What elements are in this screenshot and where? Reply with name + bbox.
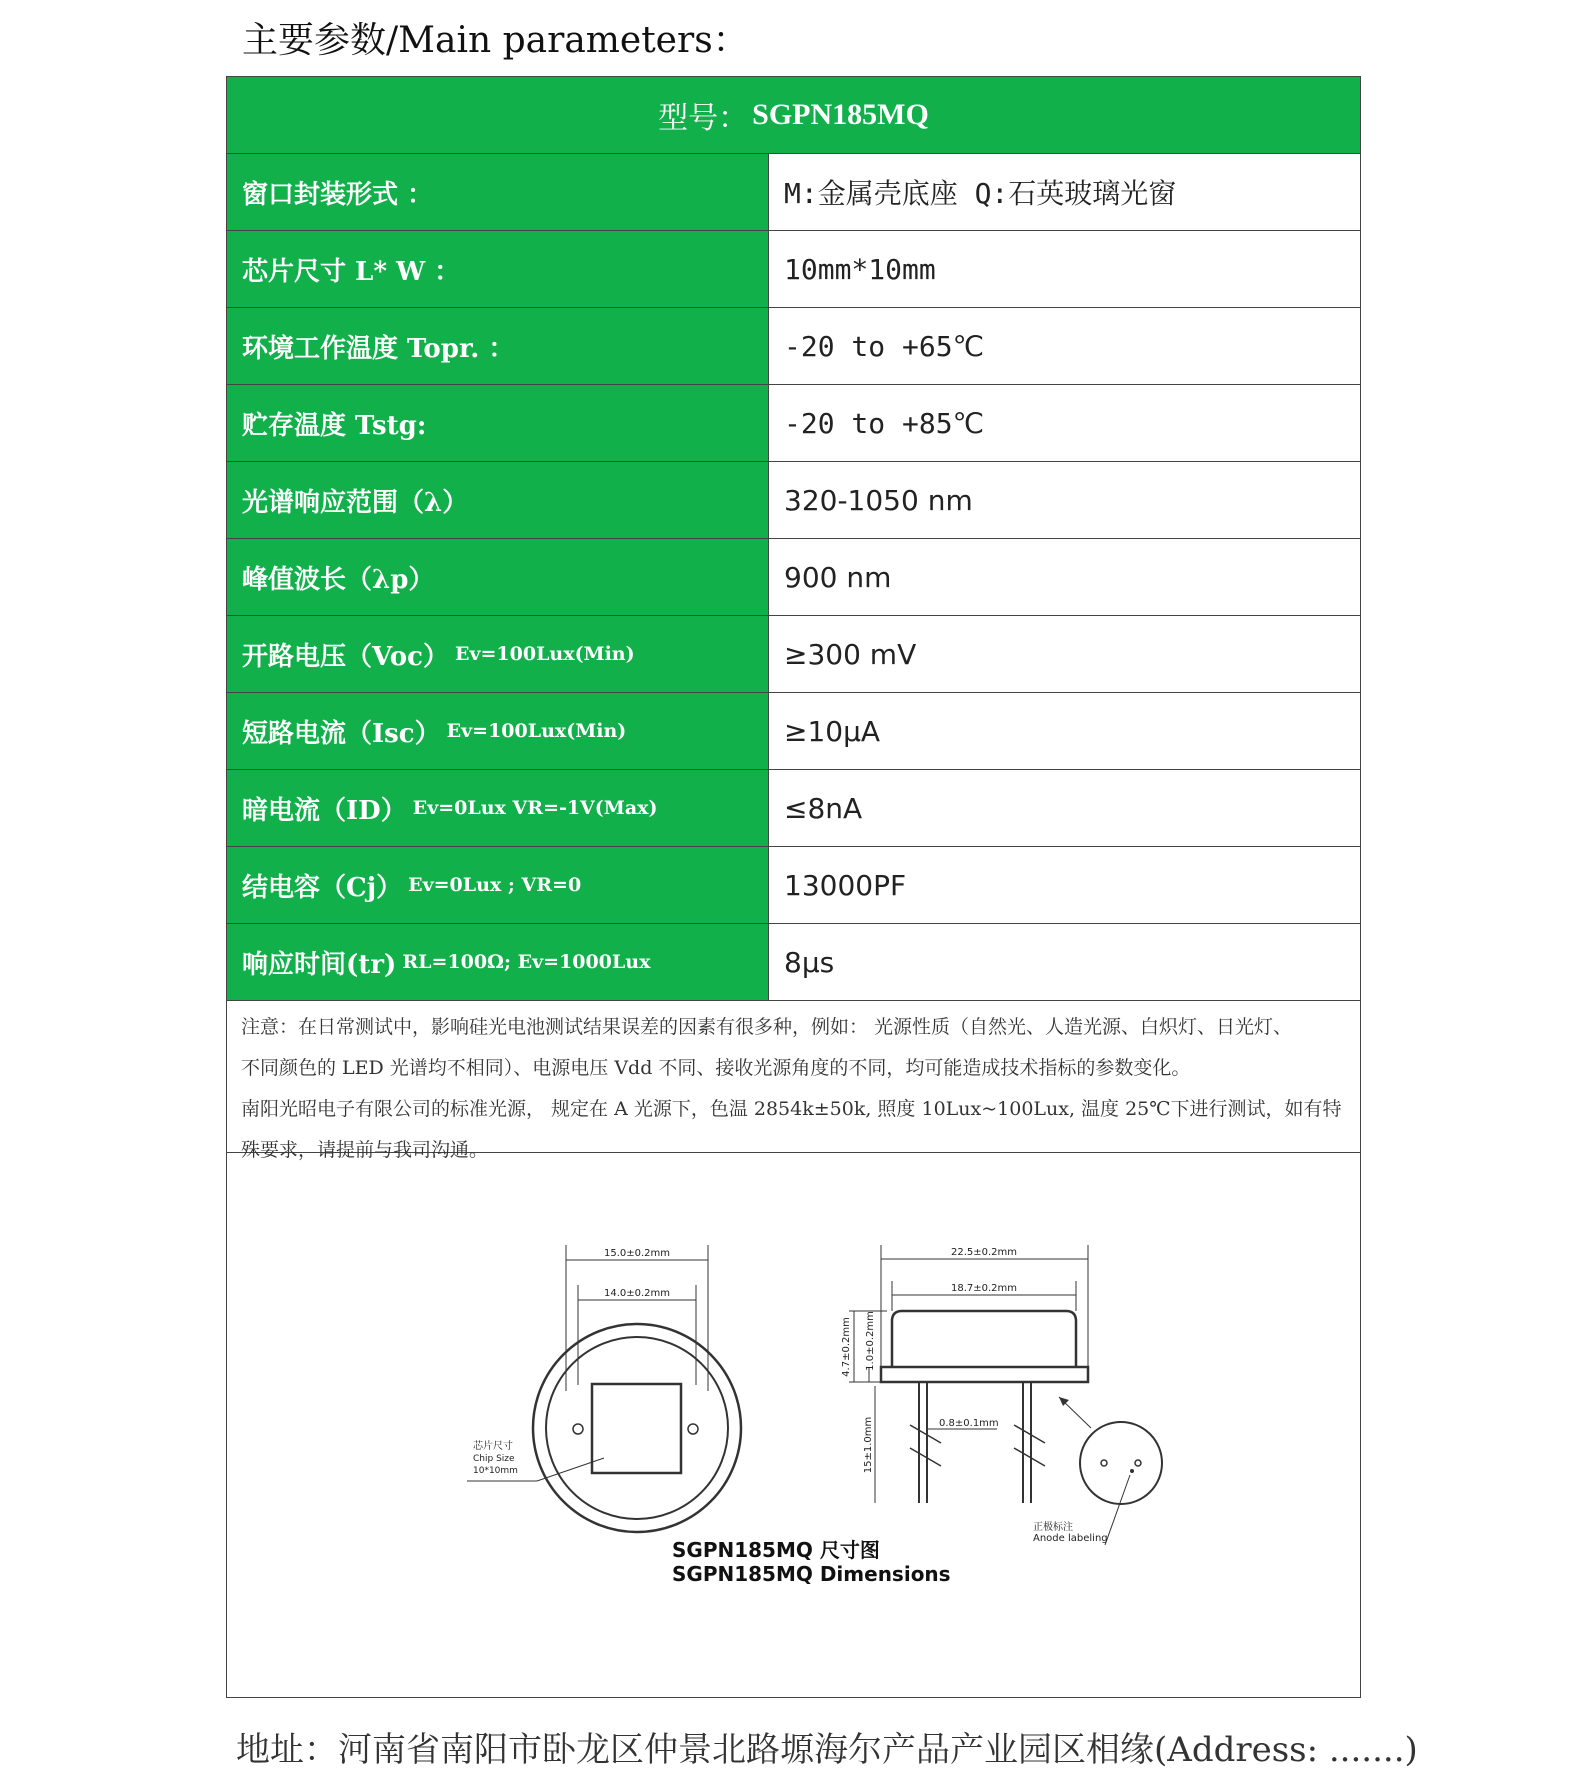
parameter-row [227, 385, 1360, 462]
parameter-sheet [226, 76, 1361, 1698]
parameter-row [227, 847, 1360, 924]
parameter-value: 900 nm [784, 560, 892, 594]
parameter-label: 峰值波长（λp） [242, 564, 435, 595]
parameter-value: ≤8nA [784, 791, 863, 825]
parameter-value: 8μs [784, 945, 835, 979]
parameter-row [227, 154, 1360, 231]
parameter-row [227, 616, 1360, 693]
model-title [227, 77, 1360, 154]
parameter-label-cell [227, 462, 769, 538]
parameter-label-cell [227, 616, 769, 692]
dim-pin-label: 0.8±0.1mm [939, 1418, 999, 1429]
parameter-value: -20 to +85℃ [784, 406, 985, 440]
parameter-row [227, 462, 1360, 539]
dim-outer-label: 15.0±0.2mm [603, 1248, 671, 1259]
note-line: 不同颜色的 LED 光谱均不相同）、电源电压 Vdd 不同、接收光源角度的不同，均可能造成技术指标的参数变化。 [241, 1057, 1191, 1079]
parameter-label-cell [227, 154, 769, 230]
chip-size-label-cn: 芯片尺寸 [473, 1441, 513, 1452]
parameter-row [227, 693, 1360, 770]
parameter-condition: RL=100Ω; Ev=1000Lux [402, 951, 651, 973]
parameter-value: 13000PF [784, 868, 907, 902]
dim-width-label: 22.5±0.2mm [950, 1247, 1018, 1258]
dimension-diagram [227, 1153, 1360, 1697]
parameter-label-cell [227, 539, 769, 615]
parameter-label-cell [227, 693, 769, 769]
page-heading: 主要参数/Main parameters： [242, 20, 749, 61]
parameter-label: 响应时间(tr) [242, 949, 397, 980]
test-notes [227, 1001, 1360, 1161]
footer-address: 地址：河南省南阳市卧龙区仲景北路塬海尔产品产业园区相缘(Address: .......) [236, 1730, 1418, 1770]
parameter-label-cell [227, 847, 769, 923]
parameter-value: ≥300 mV [784, 637, 917, 671]
parameter-row [227, 231, 1360, 308]
parameter-value: ≥10μA [784, 714, 881, 748]
drawing-caption-en: SGPN185MQ Dimensions [672, 1562, 951, 1586]
drawing-caption-cn: SGPN185MQ 尺寸图 [672, 1538, 880, 1562]
parameter-value: M:金属壳底座 Q:石英玻璃光窗 [784, 177, 1177, 210]
parameter-label: 开路电压（Voc） [242, 641, 449, 672]
parameter-row [227, 770, 1360, 847]
top-view [467, 1245, 741, 1532]
note-line: 南阳光昭电子有限公司的标准光源， 规定在 A 光源下，色温 2854k±50k, 照度 10Lux~100Lux, 温度 25℃下进行测试，如有特 [241, 1098, 1342, 1120]
parameter-value: -20 to +65℃ [784, 329, 985, 363]
side-view [841, 1245, 1162, 1545]
parameter-label: 窗口封装形式 ： [242, 179, 434, 210]
note-line: 注意：在日常测试中，影响硅光电池测试结果误差的因素有很多种，例如： 光源性质（自然光、人造光源、白炽灯、日光灯、 [241, 1016, 1293, 1038]
parameter-label: 环境工作温度 Topr. ： [242, 333, 515, 364]
parameter-label: 光谱响应范围（λ） [242, 487, 469, 518]
anode-label-cn: 正极标注 [1033, 1522, 1073, 1533]
dim-cap-label: 18.7±0.2mm [950, 1283, 1018, 1294]
model-title-prefix: 型号： [658, 101, 749, 136]
parameter-row [227, 308, 1360, 385]
parameter-label-cell [227, 231, 769, 307]
parameter-label: 芯片尺寸 L* W ： [242, 256, 461, 287]
parameter-label: 结电容（Cj） [242, 872, 403, 903]
dimension-drawing [227, 1153, 1360, 1697]
parameter-value: 10mm*10mm [784, 252, 936, 286]
parameter-row [227, 924, 1360, 1001]
dim-lead-label: 15±1.0mm [863, 1416, 874, 1474]
parameter-condition: Ev=100Lux(Min) [454, 643, 635, 665]
model-number: SGPN185MQ [752, 98, 929, 131]
parameter-label-cell [227, 770, 769, 846]
note-line: 殊要求，请提前与我司沟通。 [241, 1139, 489, 1161]
parameter-condition: Ev=0Lux ; VR=0 [408, 874, 582, 896]
parameter-rows [227, 154, 1360, 1001]
dim-inner-label: 14.0±0.2mm [603, 1288, 671, 1299]
parameter-label: 贮存温度 Tstg: [242, 410, 427, 441]
parameter-condition: Ev=100Lux(Min) [446, 720, 627, 742]
dim-flange-label: 1.0±0.2mm [865, 1311, 876, 1371]
parameter-label: 短路电流（Isc） [242, 718, 441, 749]
chip-size-label-en: Chip Size [473, 1454, 515, 1464]
anode-label-en: Anode labeling [1033, 1533, 1108, 1544]
parameter-label-cell [227, 385, 769, 461]
parameter-row [227, 539, 1360, 616]
parameter-label-cell [227, 308, 769, 384]
parameter-label: 暗电流（ID） [242, 795, 407, 826]
parameter-label-cell [227, 924, 769, 1000]
chip-size-value: 10*10mm [473, 1466, 518, 1476]
dim-height-label: 4.7±0.2mm [841, 1317, 852, 1377]
parameter-condition: Ev=0Lux VR=-1V(Max) [412, 797, 658, 819]
parameter-value: 320-1050 nm [784, 483, 973, 517]
